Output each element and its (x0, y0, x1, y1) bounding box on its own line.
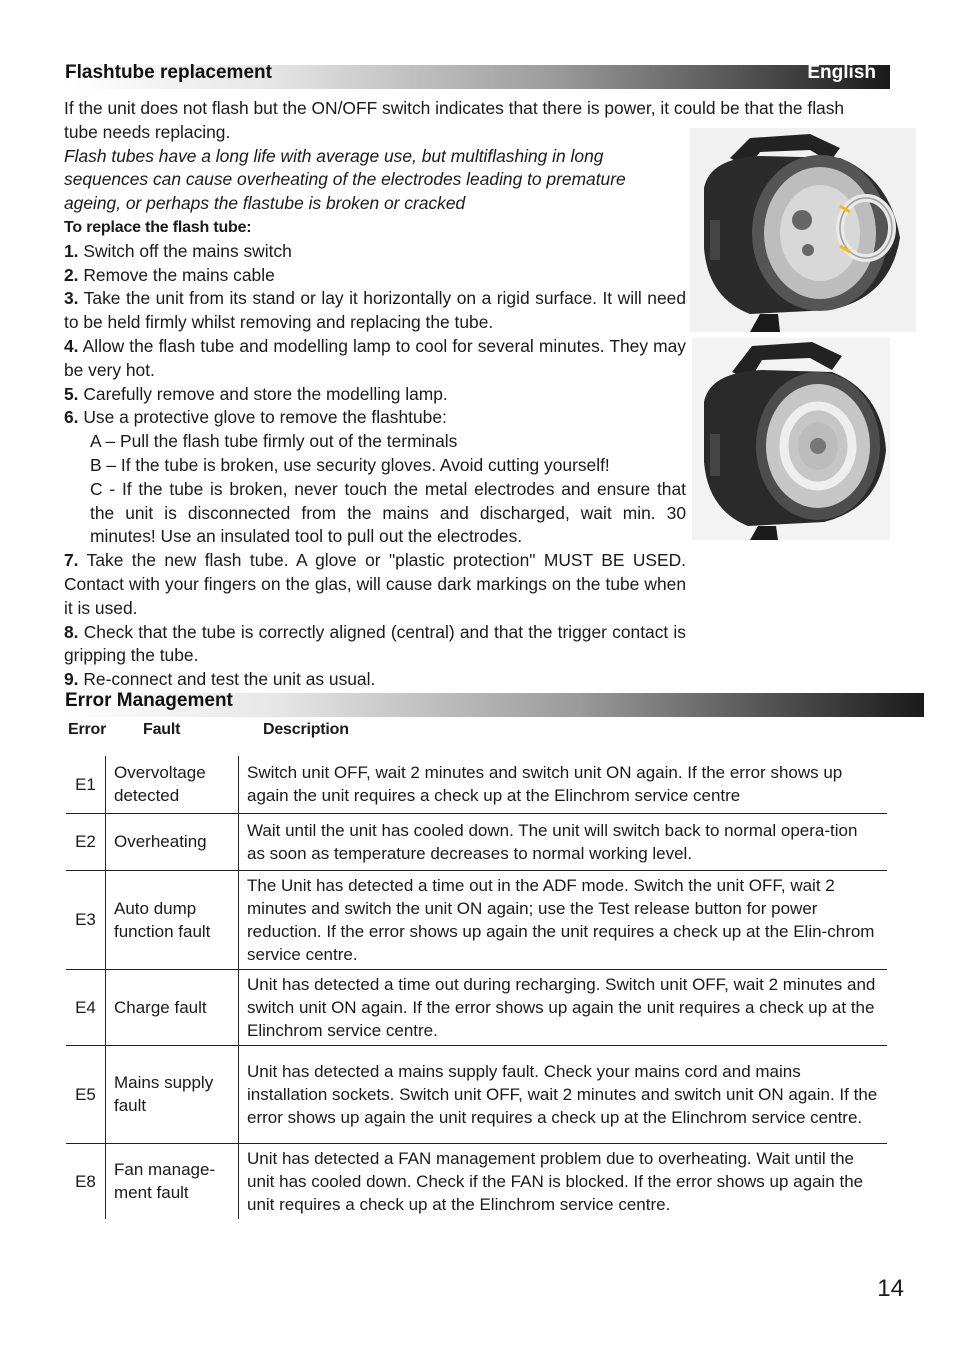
intro-italic-paragraph (64, 145, 676, 216)
column-header-fault: Fault (143, 721, 181, 738)
error-description: Switch unit OFF, wait 2 minutes and switch unit ON again. If the error shows up again the unit requires a check up at the Elinchrom service centre (247, 763, 843, 806)
substep-item: A – Pull the flash tube firmly out of the terminals (90, 431, 458, 452)
error-fault: Overvoltage detected (106, 756, 239, 813)
error-description: Unit has detected a time out during recharging. Switch unit OFF, wait 2 minutes and switch unit ON again. If the error shows up again the unit requires a check up at the Elinchrom service centre. (239, 969, 888, 1045)
step-number: 2. (64, 264, 79, 285)
error-row (66, 870, 887, 969)
step-text: Remove the mains cable (78, 264, 275, 285)
section-title: Flashtube replacement (65, 62, 272, 83)
step-number: 5. (64, 383, 79, 404)
step-number: 1. (64, 240, 79, 261)
error-description: Unit has detected a mains supply fault. Check your mains cord and mains installation sockets. Switch unit OFF, wait 2 minutes and switch unit ON again. If the error shows up again the unit requires a check up at the Elinchrom service centre. (239, 1045, 888, 1143)
error-description: Wait until the unit has cooled down. The unit will switch back to normal opera-tion as soon as temperature decreases to normal working level. (239, 813, 888, 870)
flashtube-instructions (64, 97, 845, 692)
steps-after-list (64, 549, 686, 692)
error-row (66, 1143, 887, 1219)
error-fault: Charge fault (106, 969, 239, 1045)
error-section-title: Error Management (65, 690, 233, 711)
error-code: E8 (66, 1143, 106, 1219)
language-label: English (807, 62, 876, 83)
steps-list (64, 240, 686, 430)
step-item (64, 621, 686, 669)
error-fault: Auto dump function fault (106, 870, 239, 969)
error-code: E1 (66, 756, 106, 813)
step-item (64, 406, 686, 430)
intro-italic-text: Flash tubes have a long life with average use, but multiflashing in long sequences can cause overheating of the electrodes leading to premature ageing, or perhaps the flastube is broken or cracked (64, 145, 626, 214)
error-row (66, 756, 887, 813)
step-text: Re-connect and test the unit as usual. (78, 669, 376, 690)
substep-item: B – If the tube is broken, use security gloves. Avoid cutting yourself! (90, 454, 610, 475)
step-number: 7. (64, 550, 79, 571)
error-row (66, 969, 887, 1045)
error-fault: Fan manage-ment fault (106, 1143, 239, 1219)
step-item (64, 335, 686, 383)
error-code: E4 (66, 969, 106, 1045)
step-item (64, 287, 686, 335)
step-item (64, 264, 686, 288)
error-code: E5 (66, 1045, 106, 1143)
step-text: Allow the flash tube and modelling lamp to cool for several minutes. They may be very hot. (64, 335, 686, 380)
error-row (66, 813, 887, 870)
section-header-error-management (62, 690, 924, 717)
step-text: Check that the tube is correctly aligned (central) and that the trigger contact is gripping the tube. (64, 621, 686, 666)
error-description: The Unit has detected a time out in the ADF mode. Switch the unit OFF, wait 2 minutes and switch the unit ON again; use the Test release button for power reduction. If the error shows up again the unit requires a check up at the Elin-chrom service centre. (239, 870, 888, 969)
error-code: E3 (66, 870, 106, 969)
error-row (66, 1045, 887, 1143)
error-fault: Overheating (106, 813, 239, 870)
step-text: Take the unit from its stand or lay it horizontally on a rigid surface. It will need to be held firmly whilst removing and replacing the tube. (64, 288, 686, 333)
flash-unit-photo-removing-tube (690, 128, 916, 332)
step-item (64, 383, 686, 407)
intro-text: If the unit does not flash but the ON/OFF switch indicates that there is power, it could be that the flash tube needs replacing. (64, 98, 845, 142)
column-header-description: Description (263, 721, 349, 738)
procedure-title: To replace the flash tube: (64, 218, 252, 236)
step-number: 6. (64, 407, 79, 428)
step-item (64, 549, 686, 620)
step-text: Use a protective glove to remove the flashtube: (78, 407, 447, 428)
step-text: Take the new flash tube. A glove or "plastic protection" MUST BE USED. Contact with your fingers on the glas, will cause dark markings on the tube when it is used. (64, 550, 686, 618)
substeps-list (64, 430, 686, 549)
error-code: E2 (66, 813, 106, 870)
flash-unit-photo-front (692, 338, 890, 540)
column-header-error: Error (68, 721, 107, 738)
section-header-flashtube (62, 62, 890, 89)
step-text: Switch off the mains switch (78, 240, 292, 261)
step-number: 3. (64, 288, 79, 309)
step-number: 8. (64, 621, 79, 642)
step-item (64, 668, 686, 692)
error-table (66, 756, 887, 1219)
substep-item: C - If the tube is broken, never touch the metal electrodes and ensure that the unit is disconnected from the mains and discharged, wait min. 30 minutes! Use an insulated tool to pull out the electrodes. (90, 478, 686, 547)
step-number: 9. (64, 669, 79, 690)
step-text: Carefully remove and store the modelling lamp. (78, 383, 448, 404)
step-number: 4. (64, 335, 79, 356)
step-item (64, 240, 686, 264)
page-number: 14 (877, 1275, 904, 1302)
error-description: Unit has detected a FAN management problem due to overheating. Wait until the unit has cooled down. Check if the FAN is blocked. If the error shows up again the unit requires a check up at the Elinchrom service centre. (239, 1143, 888, 1219)
error-fault: Mains supply fault (106, 1045, 239, 1143)
